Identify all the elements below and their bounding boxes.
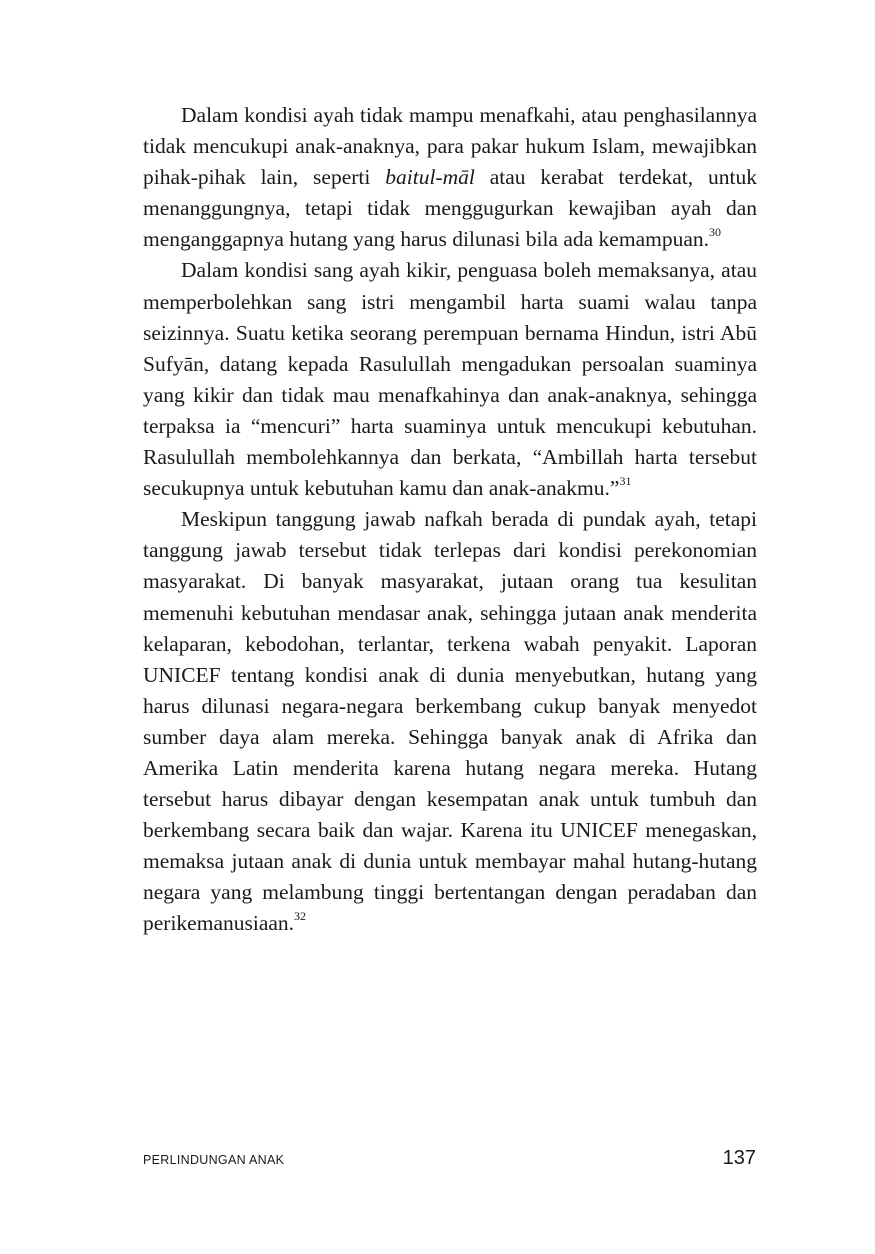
paragraph-1-text-start: Dalam kondisi ayah tidak mampu menafkahi, atau penghasilannya tidak mencukupi anak-anaknya, para pakar hukum Islam, mewajibkan pihak-pihak lain, seperti — [143, 103, 757, 190]
footnote-ref-31[interactable]: 31 — [619, 473, 632, 488]
page-number: 137 — [722, 1147, 756, 1169]
paragraph-1 — [143, 100, 757, 255]
footnote-ref-30[interactable]: 30 — [709, 225, 722, 240]
paragraph-3-text: Meskipun tanggung jawab nafkah berada di pundak ayah, tetapi tanggung jawab tersebut tidak terlepas dari kondisi perekonomian masyarakat. Di banyak masyarakat, jutaan orang tua kesulitan memenuhi kebutuhan mendasar anak, sehingga jutaan anak menderita kelaparan, kebodohan, terlantar, terkena wabah penyakit. Laporan UNICEF tentang kondisi anak di dunia menyebutkan, hutang yang harus dilunasi negara-negara berkembang cukup banyak menyedot sumber daya alam mereka. Sehingga banyak anak di Afrika dan Amerika Latin menderita karena hutang negara mereka. Hutang tersebut harus dibayar dengan kesempatan anak untuk tumbuh dan berkembang secara baik dan wajar. Karena itu UNICEF menegaskan, memaksa jutaan anak di dunia untuk membayar mahal hutang-hutang negara yang melambung tinggi bertentangan dengan peradaban dan perikemanusiaan. — [143, 507, 757, 936]
paragraph-2-text: Dalam kondisi sang ayah kikir, penguasa boleh memaksanya, atau memperbolehkan sang istri mengambil harta suami walau tanpa seizinnya. Suatu ketika seorang perempuan bernama Hindun, istri Abū Sufyān, datang kepada Rasulullah mengadukan persoalan suaminya yang kikir dan tidak mau menafkahinya dan anak-anaknya, sehingga terpaksa ia “mencuri” harta suaminya untuk mencukupi kebutuhan. Rasulullah membolehkannya dan berkata, “Ambillah harta tersebut secukupnya untuk kebutuhan kamu dan anak-anakmu.” — [143, 258, 757, 501]
paragraph-1-text-end: atau kerabat terdekat, untuk menanggungnya, tetapi tidak menggugurkan kewajiban ayah dan menganggapnya hutang yang harus dilunasi bila ada kemampuan. — [143, 165, 757, 252]
italic-term: baitul-māl — [385, 165, 475, 190]
footnote-ref-32[interactable]: 32 — [294, 909, 307, 924]
body-text — [143, 100, 757, 940]
paragraph-3 — [143, 504, 757, 939]
running-title: PERLINDUNGAN ANAK — [143, 1153, 285, 1167]
paragraph-2 — [143, 255, 757, 504]
